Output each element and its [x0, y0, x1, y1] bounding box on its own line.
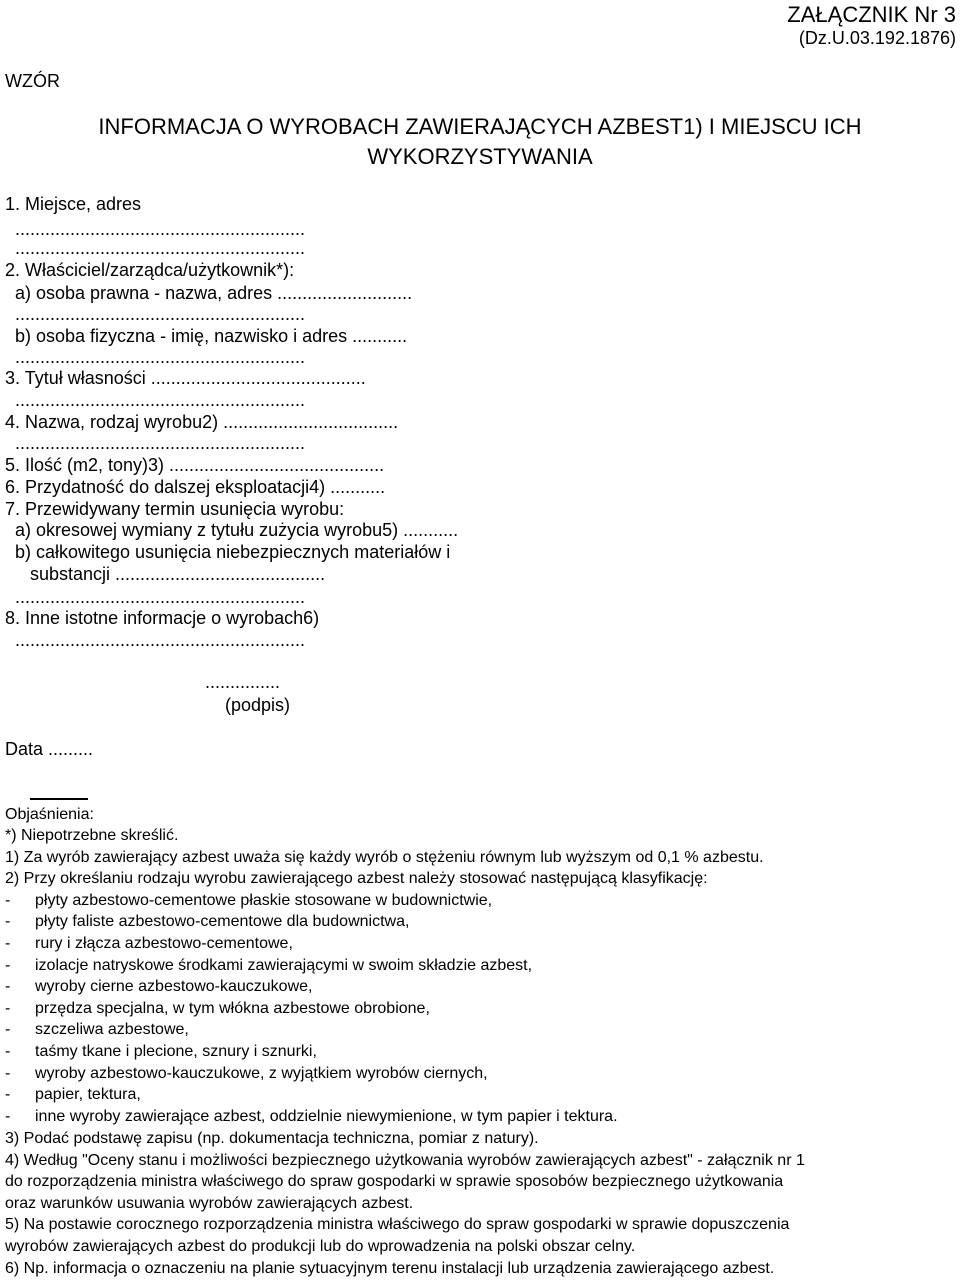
form-line: ..........................................................: [15, 433, 306, 453]
form-line: substancji ..........................................: [30, 564, 326, 584]
note-2: 2) Przy określaniu rodzaju wyrobu zawierającego azbest należy stosować następującą klasyfikację:: [5, 870, 708, 887]
note-6: 6) Np. informacja o oznaczeniu na planie sytuacyjnym terenu instalacji lub urządzenia zawierającego azbest.: [5, 1260, 775, 1277]
form-line: ..........................................................: [15, 630, 306, 650]
form-line: a) osoba prawna - nazwa, adres ...........................: [15, 283, 413, 303]
note-4-line-1: 4) Według "Oceny stanu i możliwości bezpiecznego użytkowania wyrobów zawierających azbest" - załącznik nr 1: [5, 1152, 805, 1169]
footnote-divider: [30, 798, 88, 800]
signature-dots: ...............: [205, 672, 281, 692]
form-line: ..........................................................: [15, 390, 306, 410]
form-line: 8. Inne istotne informacje o wyrobach6): [5, 608, 320, 628]
form-line: ..........................................................: [15, 219, 306, 239]
document-title-line-2: WYKORZYSTYWANIA: [367, 144, 593, 169]
form-line: 1. Miejsce, adres: [5, 194, 142, 214]
note-5-line-1: 5) Na postawie corocznego rozporządzenia ministra właściwego do spraw gospodarki w sprawie dopuszczenia: [5, 1216, 790, 1233]
form-line: 6. Przydatność do dalszej eksploatacji4) ...........: [5, 477, 386, 497]
note-4-line-3: oraz warunków usuwania wyrobów zawierających azbest.: [5, 1195, 414, 1212]
form-line: ..........................................................: [15, 587, 306, 607]
form-line: b) całkowitego usunięcia niebezpiecznych materiałów i: [15, 542, 451, 562]
form-line: ..........................................................: [15, 347, 306, 367]
form-line: 2. Właściciel/zarządca/użytkownik*):: [5, 260, 295, 280]
note-star: *) Niepotrzebne skreślić.: [5, 827, 179, 844]
note-5-line-2: wyrobów zawierających azbest do produkcji lub do wprowadzenia na polski obszar celny.: [5, 1238, 636, 1255]
form-line: a) okresowej wymiany z tytułu zużycia wyrobu5) ...........: [15, 520, 459, 540]
note-3: 3) Podać podstawę zapisu (np. dokumentacja techniczna, pomiar z natury).: [5, 1130, 539, 1147]
date-field: Data .........: [5, 739, 94, 759]
wzor-label: WZÓR: [5, 71, 60, 91]
notes-heading: Objaśnienia:: [5, 806, 94, 823]
form-line: b) osoba fizyczna - imię, nazwisko i adres ...........: [15, 326, 408, 346]
document-title-line-1: INFORMACJA O WYROBACH ZAWIERAJĄCYCH AZBEST1) I MIEJSCU ICH: [98, 114, 862, 139]
annex-reference: (Dz.U.03.192.1876): [798, 28, 956, 48]
note-1: 1) Za wyrób zawierający azbest uważa się każdy wyrób o stężeniu równym lub wyższym od 0,1 % azbestu.: [5, 849, 764, 866]
form-line: ..........................................................: [15, 304, 306, 324]
form-line: ..........................................................: [15, 238, 306, 258]
form-line: 3. Tytuł własności ...........................................: [5, 368, 366, 388]
form-line: 5. Ilość (m2, tony)3) ...........................................: [5, 455, 385, 475]
form-line: 7. Przewidywany termin usunięcia wyrobu:: [5, 499, 345, 519]
signature-label: (podpis): [225, 695, 291, 715]
note-4-line-2: do rozporządzenia ministra właściwego do spraw gospodarki w sprawie sposobów bezpiecznego użytkowania: [5, 1173, 784, 1190]
form-line: 4. Nazwa, rodzaj wyrobu2) ...................................: [5, 412, 399, 432]
annex-title: ZAŁĄCZNIK Nr 3: [787, 2, 956, 27]
